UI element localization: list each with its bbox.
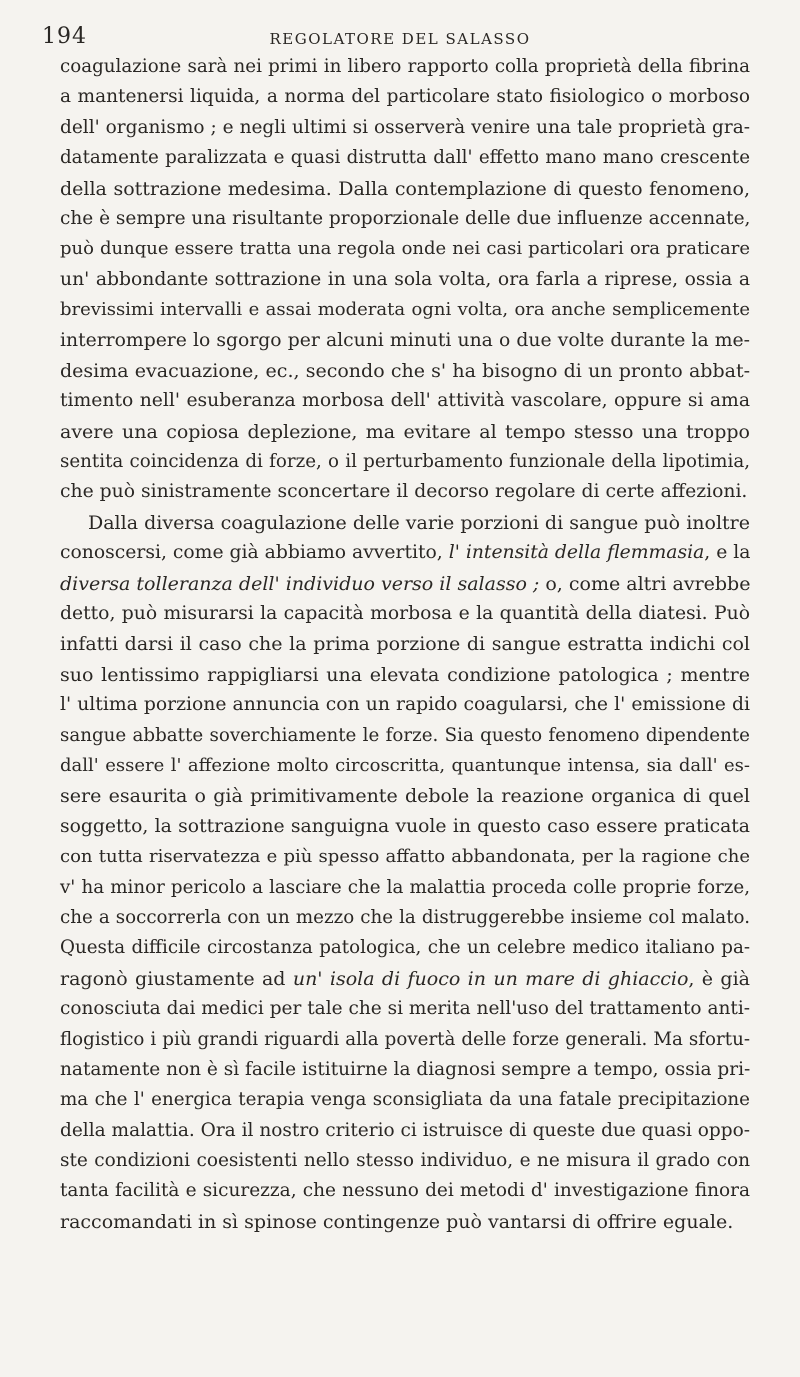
text-line: flogistico i più grandi riguardi alla povertà delle forze generali. Ma sfortu- xyxy=(60,1028,750,1050)
text-line: della sottrazione medesima. Dalla contemplazione di questo fenomeno, xyxy=(60,177,750,200)
text-line: che è sempre una risultante proporzionale delle due influenze accennate, xyxy=(60,207,751,229)
text-line: ste condizioni coesistenti nello stesso individuo, e ne misura il grado con xyxy=(60,1150,750,1172)
text-line: raccomandati in sì spinose contingenze può vantarsi di offrire eguale. xyxy=(60,1210,734,1233)
text-line: l' ultima porzione annuncia con un rapido coagularsi, che l' emissione di xyxy=(60,694,750,716)
text-line-mixed xyxy=(60,964,750,994)
text-line: può dunque essere tratta una regola onde nei casi particolari ora praticare xyxy=(60,238,750,260)
text-line: infatti darsi il caso che la prima porzione di sangue estratta indichi col xyxy=(60,633,750,656)
body-text xyxy=(60,52,750,1237)
text-line: natamente non è sì facile istituirne la diagnosi sempre a tempo, ossia pri- xyxy=(60,1058,751,1080)
paragraph-1 xyxy=(60,52,750,508)
text-line: soggetto, la sottrazione sanguigna vuole in questo caso essere praticata xyxy=(60,815,750,837)
text-line: che può sinistramente sconcertare il decorso regolare di certe affezioni. xyxy=(60,481,748,503)
text-line: sere esaurita o già primitivamente debole la reazione organica di quel xyxy=(60,785,750,808)
text-line: tanta facilità e sicurezza, che nessuno dei metodi d' investigazione finora xyxy=(60,1180,750,1202)
text-line: dall' essere l' affezione molto circoscritta, quantunque intensa, sia dall' es- xyxy=(60,754,750,776)
text-line: un' abbondante sottrazione in una sola volta, ora farla a riprese, ossia a xyxy=(60,268,750,290)
text-line: desima evacuazione, ec., secondo che s' ha bisogno di un pronto abbat- xyxy=(60,359,750,382)
text-line: interrompere lo sgorgo per alcuni minuti una o due volte durante la me- xyxy=(60,329,750,351)
text-line: ma che l' energica terapia venga sconsigliata da una fatale precipitazione xyxy=(60,1089,750,1111)
text-line-mixed xyxy=(60,569,750,599)
text-segment: , è già xyxy=(688,967,750,990)
italic-phrase: l' intensità della flemmasia xyxy=(448,542,705,564)
text-line: conosciuta dai medici per tale che si merita nell'uso del trattamento anti- xyxy=(60,998,750,1020)
running-head: REGOLATORE DEL SALASSO xyxy=(269,30,531,48)
text-line: della malattia. Ora il nostro criterio ci istruisce di queste due quasi oppo- xyxy=(60,1119,750,1141)
text-line: suo lentissimo rappigliarsi una elevata condizione patologica ; mentre xyxy=(60,663,750,686)
text-segment: ragonò giustamente ad xyxy=(60,967,293,990)
text-line: brevissimi intervalli e assai moderata ogni volta, ora anche semplicemente xyxy=(60,299,750,321)
italic-phrase: un' isola di fuoco in un mare di ghiaccio xyxy=(292,967,689,990)
text-line: sentita coincidenza di forze, o il perturbamento funzionale della lipotimia, xyxy=(60,451,750,473)
text-line: timento nell' esuberanza morbosa dell' attività vascolare, oppure si ama xyxy=(60,390,750,412)
text-line: a mantenersi liquida, a norma del particolare stato fisiologico o morboso xyxy=(60,86,750,108)
text-line: sangue abbatte soverchiamente le forze. Sia questo fenomeno dipendente xyxy=(60,724,750,746)
text-line: Questa difficile circostanza patologica, che un celebre medico italiano pa- xyxy=(60,937,750,959)
text-segment: o, come altri avrebbe xyxy=(539,572,751,595)
text-line: datamente paralizzata e quasi distrutta dall' effetto mano mano crescente xyxy=(60,147,750,169)
text-line: detto, può misurarsi la capacità morbosa e la quantità della diatesi. Può xyxy=(60,603,750,625)
text-line-mixed xyxy=(60,538,750,568)
italic-phrase: diversa tolleranza dell' individuo verso il salasso ; xyxy=(60,572,540,595)
text-line: con tutta riservatezza e più spesso affatto abbandonata, per la ragione che xyxy=(60,846,750,868)
text-line: coagulazione sarà nei primi in libero rapporto colla proprietà della fibrina xyxy=(60,56,750,77)
text-segment: , e la xyxy=(704,542,751,564)
paragraph-2 xyxy=(60,508,750,1237)
text-line: avere una copiosa deplezione, ma evitare al tempo stesso una troppo xyxy=(60,420,750,443)
text-line: v' ha minor pericolo a lasciare che la malattia proceda colle proprie forze, xyxy=(60,876,750,898)
text-line: Dalla diversa coagulazione delle varie porzioni di sangue può inoltre xyxy=(88,511,750,534)
text-line: dell' organismo ; e negli ultimi si osserverà venire una tale proprietà gra- xyxy=(60,116,750,138)
page-number: 194 xyxy=(42,24,87,49)
text-line: che a soccorrerla con un mezzo che la distruggerebbe insieme col malato. xyxy=(60,906,750,928)
text-segment: conoscersi, come già abbiamo avvertito, xyxy=(60,542,449,564)
